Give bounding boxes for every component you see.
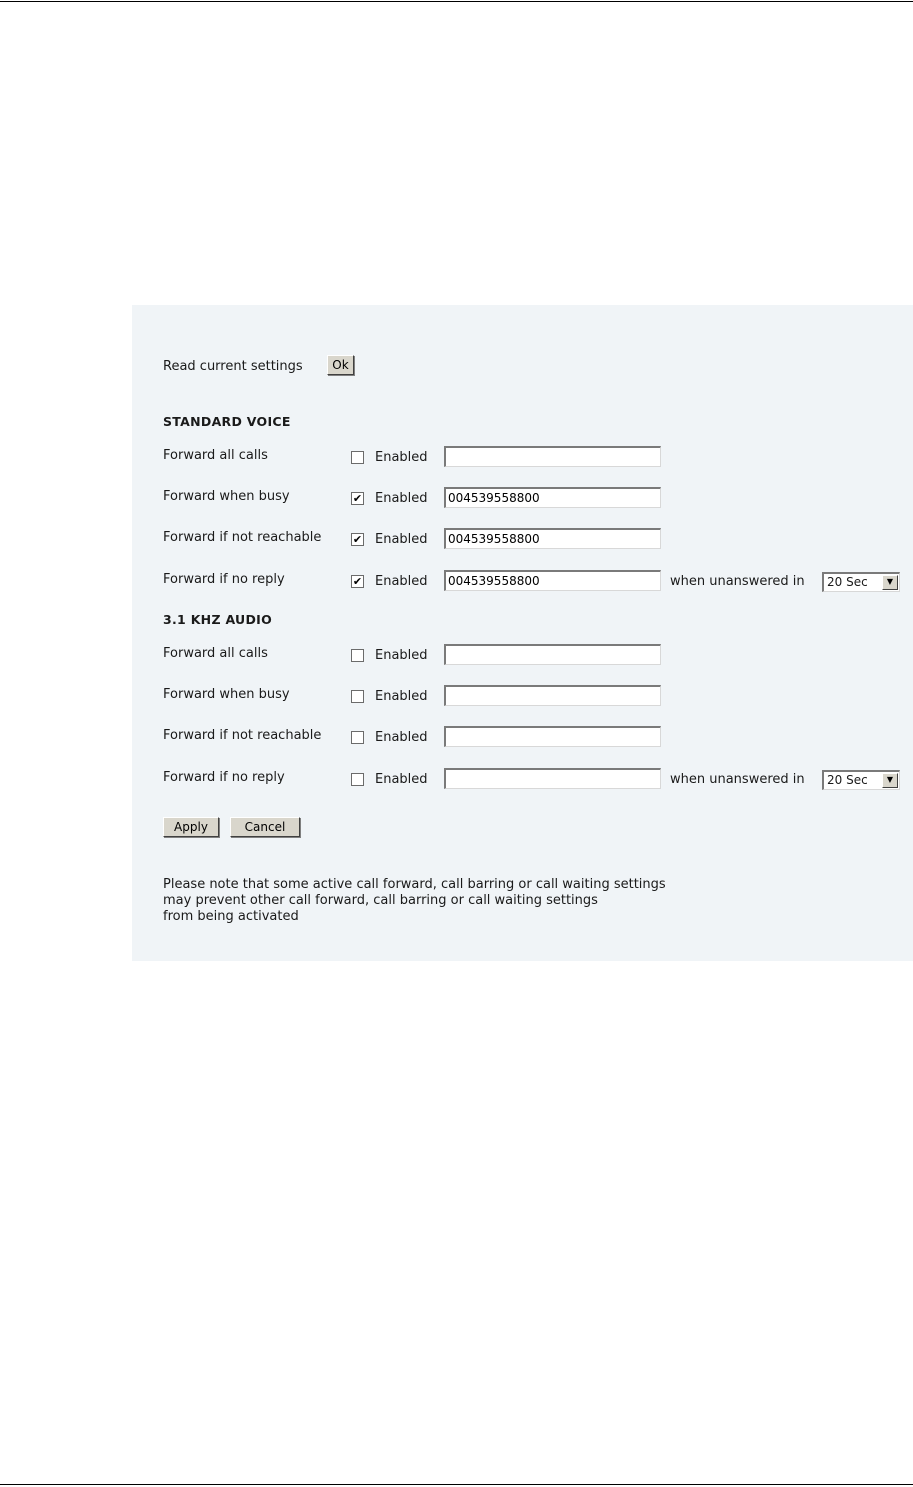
row-label: Forward if not reachable [163, 728, 322, 743]
sv-forward-all-calls-row [132, 446, 913, 470]
sv-forward-no-reply-checkbox[interactable] [351, 575, 364, 588]
enabled-label: Enabled [375, 730, 428, 745]
enabled-label: Enabled [375, 532, 428, 547]
cancel-button[interactable]: Cancel [230, 817, 300, 837]
when-unanswered-label: when unanswered in [670, 772, 805, 787]
audio-forward-when-busy-number-input[interactable] [444, 685, 661, 706]
sv-forward-when-busy-number-input[interactable] [444, 487, 661, 508]
enabled-label: Enabled [375, 772, 428, 787]
checkmark-icon: ✔ [352, 575, 363, 588]
audio-forward-when-busy-row [132, 685, 913, 709]
selected-timeout-value: 20 Sec [827, 773, 868, 787]
read-settings-ok-button[interactable]: Ok [327, 355, 354, 375]
note-line: Please note that some active call forward, call barring or call waiting settings [163, 877, 666, 892]
sv-forward-no-reply-row [132, 570, 913, 594]
audio-forward-no-reply-number-input[interactable] [444, 768, 661, 789]
note-line: may prevent other call forward, call barring or call waiting settings [163, 893, 598, 908]
row-label: Forward if not reachable [163, 530, 322, 545]
page-top-rule [0, 1, 913, 2]
sv-forward-all-calls-number-input[interactable] [444, 446, 661, 467]
checkmark-icon: ✔ [352, 492, 363, 505]
audio-forward-not-reachable-row [132, 726, 913, 750]
sv-forward-no-reply-number-input[interactable] [444, 570, 661, 591]
row-label: Forward all calls [163, 448, 268, 463]
call-forward-panel [132, 305, 913, 961]
sv-forward-not-reachable-number-input[interactable] [444, 528, 661, 549]
when-unanswered-label: when unanswered in [670, 574, 805, 589]
audio-forward-when-busy-checkbox[interactable] [351, 690, 364, 703]
read-current-settings-label: Read current settings [163, 359, 303, 374]
apply-button[interactable]: Apply [163, 817, 219, 837]
sv-no-reply-timeout-select[interactable] [822, 572, 900, 592]
audio-forward-all-calls-number-input[interactable] [444, 644, 661, 665]
audio-forward-no-reply-checkbox[interactable] [351, 773, 364, 786]
sv-forward-when-busy-checkbox[interactable] [351, 492, 364, 505]
sv-forward-not-reachable-checkbox[interactable] [351, 533, 364, 546]
row-label: Forward if no reply [163, 770, 285, 785]
audio-no-reply-timeout-select[interactable] [822, 770, 900, 790]
page-bottom-rule [0, 1484, 913, 1485]
standard-voice-title: STANDARD VOICE [163, 414, 291, 429]
enabled-label: Enabled [375, 689, 428, 704]
row-label: Forward when busy [163, 489, 290, 504]
row-label: Forward if no reply [163, 572, 285, 587]
audio-31khz-title: 3.1 KHZ AUDIO [163, 612, 273, 627]
sv-forward-all-calls-checkbox[interactable] [351, 451, 364, 464]
enabled-label: Enabled [375, 648, 428, 663]
chevron-down-icon[interactable]: ▼ [882, 773, 898, 788]
note-line: from being activated [163, 909, 299, 924]
sv-forward-when-busy-row [132, 487, 913, 511]
enabled-label: Enabled [375, 574, 428, 589]
audio-forward-all-calls-checkbox[interactable] [351, 649, 364, 662]
checkmark-icon: ✔ [352, 533, 363, 546]
settings-note [163, 877, 666, 925]
audio-forward-all-calls-row [132, 644, 913, 668]
audio-forward-not-reachable-number-input[interactable] [444, 726, 661, 747]
row-label: Forward when busy [163, 687, 290, 702]
row-label: Forward all calls [163, 646, 268, 661]
audio-forward-no-reply-row [132, 768, 913, 792]
enabled-label: Enabled [375, 450, 428, 465]
selected-timeout-value: 20 Sec [827, 575, 868, 589]
audio-forward-not-reachable-checkbox[interactable] [351, 731, 364, 744]
sv-forward-not-reachable-row [132, 528, 913, 552]
enabled-label: Enabled [375, 491, 428, 506]
chevron-down-icon[interactable]: ▼ [882, 575, 898, 590]
